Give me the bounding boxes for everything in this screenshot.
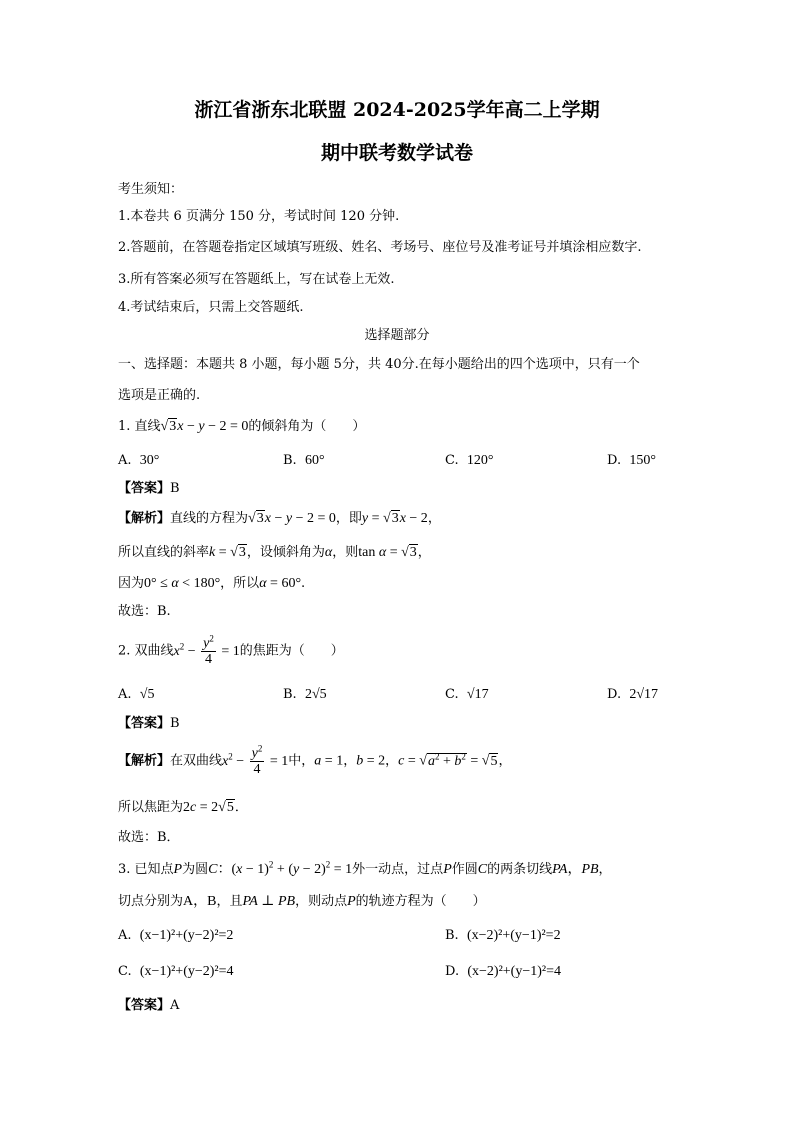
- q1-answer: 【答案】B: [118, 481, 180, 496]
- q2-conclusion: 故选：B．: [118, 830, 180, 845]
- q2-analysis-1: 【解析】在双曲线$x^2$ − $\frac{y^2}{4}$ = 1中，a = 1，b = 2，$c = √a^2 + b^2 = √5$，: [118, 743, 512, 777]
- part-instructions-line2: 选项是正确的.: [118, 388, 201, 403]
- q1-option-d: D. 150°: [607, 453, 656, 468]
- q1-option-b: B. 60°: [283, 453, 325, 468]
- question-1-prefix: 1. 直线: [118, 419, 161, 434]
- q1-conclusion: 故选：B.: [118, 604, 171, 619]
- q3-option-b: B. (x−2)²+(y−1)²=2: [445, 928, 561, 943]
- notice-item-1: 1.本卷共 6 页满分 150 分，考试时间 120 分钟.: [118, 209, 400, 224]
- q1-option-c: C. 120°: [445, 453, 494, 468]
- q3-option-c: C. (x−1)²+(y−2)²=4: [118, 964, 234, 979]
- notice-heading: 考生须知：: [118, 182, 184, 197]
- page-subtitle: 期中联考数学试卷: [320, 142, 473, 164]
- q3-option-d: D. (x−2)²+(y−1)²=4: [445, 964, 561, 979]
- question-3-line1: 3. 已知点P为圆C：$(x - 1)^2 + (y - 2)^2 = 1$外一动点，过点P作圆C的两条切线PA，PB，: [118, 859, 612, 877]
- q1-option-a: A. 30°: [118, 453, 160, 468]
- notice-item-2: 2.答题前，在答题卷指定区域填写班级、姓名、考场号、座位号及准考证号并填涂相应数字.: [118, 240, 642, 255]
- q1-analysis-1: 【解析】直线的方程为√3x − y − 2 = 0，即y = √3x − 2，: [118, 511, 441, 526]
- q2-option-d: D. 2√17: [607, 687, 659, 702]
- question-1: [118, 419, 365, 435]
- question-1-suffix: 的倾斜角为（ ）: [248, 419, 366, 434]
- section-title: 选择题部分: [364, 328, 430, 343]
- question-1-equation: √3x − y − 2 = 0: [160, 419, 249, 434]
- question-3-line2: 切点分别为A，B，且PA ⊥ PB，则动点P的轨迹方程为（ ）: [118, 894, 486, 909]
- q2-option-a: A. √5: [118, 687, 155, 702]
- notice-item-4: 4.考试结束后，只需上交答题纸.: [118, 300, 304, 315]
- q3-option-a: A. (x−1)²+(y−2)²=2: [118, 928, 234, 943]
- question-2: 2. 双曲线$x^2$ − $\frac{y^2}{4}$ = 1的焦距为（ ）: [118, 633, 344, 667]
- q1-analysis-3: 因为0° ≤ α < 180°，所以α = 60°.: [118, 576, 306, 591]
- notice-item-3: 3.所有答案必须写在答题纸上，写在试卷上无效.: [118, 272, 395, 287]
- page-title: 浙江省浙东北联盟 2024-2025学年高二上学期: [194, 99, 600, 121]
- q2-analysis-2: 所以焦距为2c = 2√5．: [118, 800, 248, 815]
- part-instructions-line1: 一、选择题：本题共 8 小题，每小题 5分，共 40分.在每小题给出的四个选项中，只有一个: [118, 357, 640, 372]
- q2-option-c: C. √17: [445, 687, 489, 702]
- q2-answer: 【答案】B: [118, 716, 180, 731]
- q1-analysis-2: 所以直线的斜率k = √3，设倾斜角为α，则tan α = √3，: [118, 545, 431, 560]
- q3-answer: 【答案】A: [118, 998, 180, 1013]
- q2-option-b: B. 2√5: [283, 687, 327, 702]
